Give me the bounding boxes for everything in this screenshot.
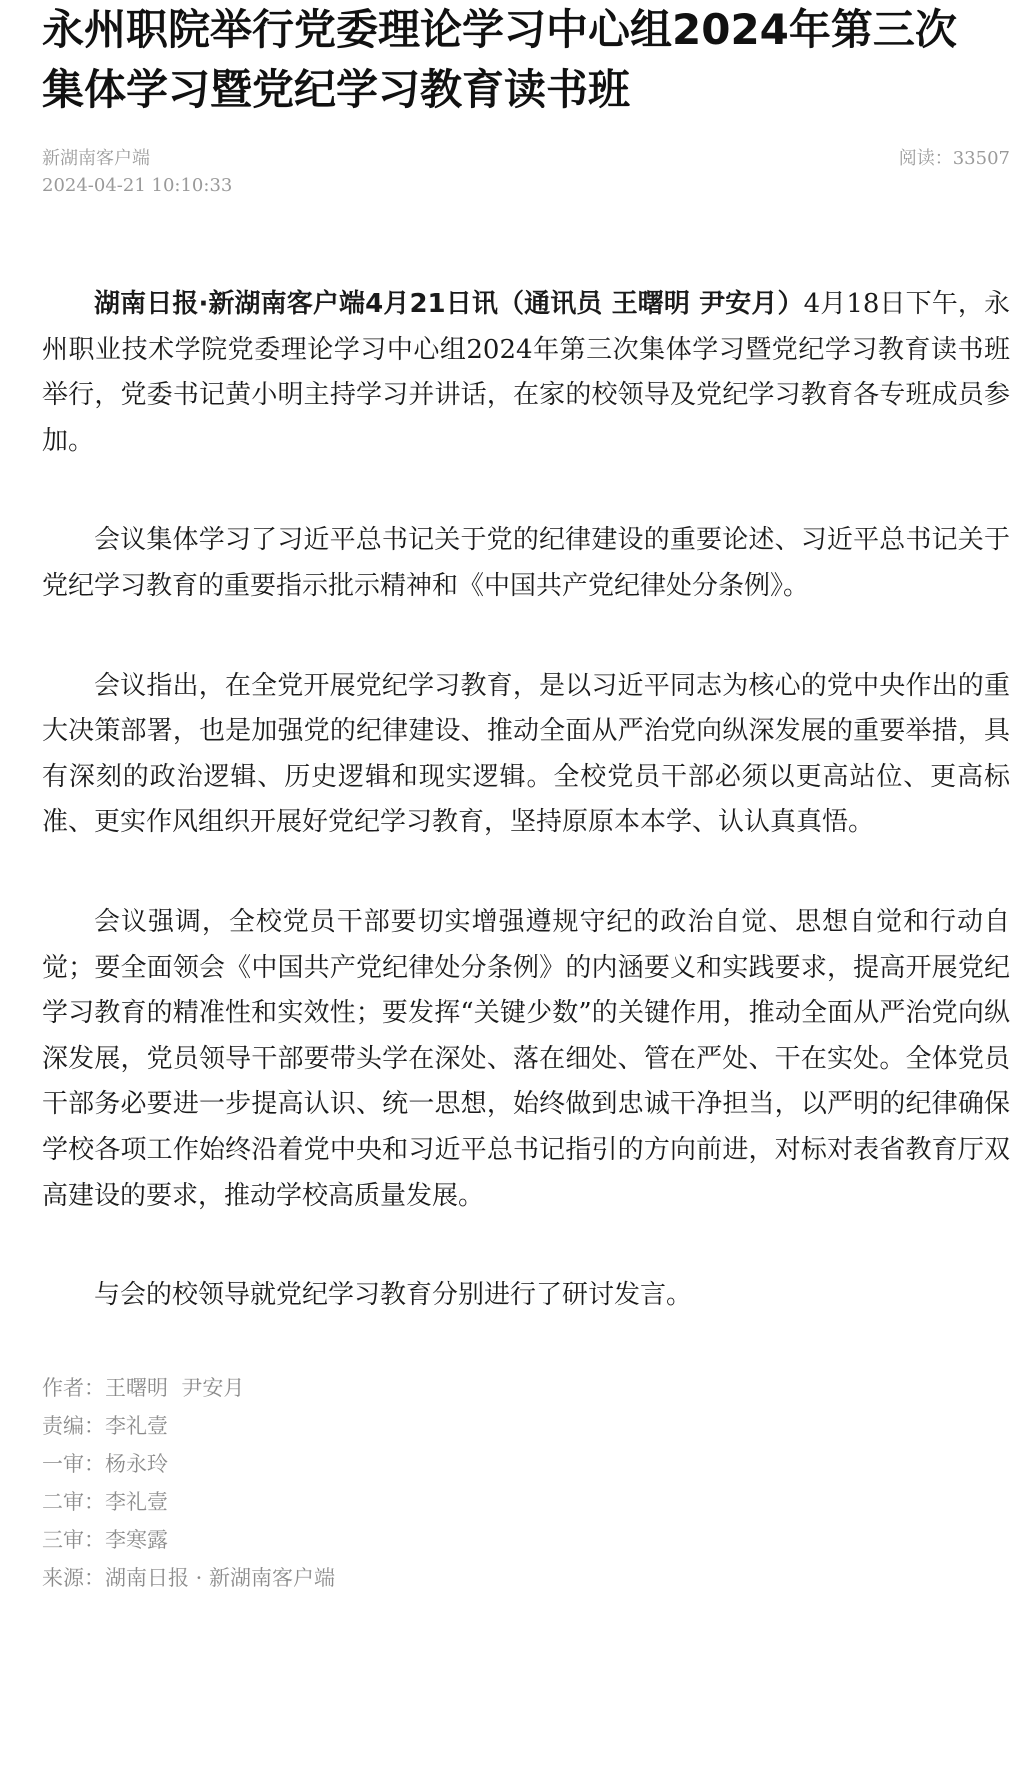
paragraph-2: 会议集体学习了习近平总书记关于党的纪律建设的重要论述、习近平总书记关于党纪学习教育的重要指示批示精神和《中国共产党纪律处分条例》。: [42, 525, 1010, 601]
article-page: [42, 0, 1010, 1597]
credit-review-2: 二审：李礼壹: [42, 1489, 168, 1514]
article-title: [42, 0, 1010, 120]
read-count: 阅读：33507: [898, 148, 1010, 169]
article-body: [42, 282, 1010, 1319]
credit-editor: 责编：李礼壹: [42, 1413, 168, 1438]
lead-text-1: 4月18日下午，永州职业技术学院党委理论学习中心组2024年第三次集体学习暨党纪学习教育读书班举行，党委书记黄小明: [42, 289, 1010, 411]
title-line-2: 集体学习暨党纪学习教育读书班: [42, 65, 631, 114]
article-meta: [42, 146, 1010, 196]
credit-author: 作者：王曙明 尹安月: [42, 1375, 245, 1400]
paragraph-5: 与会的校领导就党纪学习教育分别进行了研讨发言。: [94, 1280, 693, 1311]
lead-text-2: ，在家的校领导及党纪学习教育各专班成员参加。: [42, 380, 1010, 456]
dateline: 湖南日报·新湖南客户端4月21日讯（通讯员 王曙明 尹安月）: [94, 289, 804, 319]
paragraph-4: 会议强调，全校党员干部要切实增强遵规守纪的政治自觉、思想自觉和行动自觉；要全面领会《中国共产党纪律处分条例》的内涵要义和实践要求，提高开展党纪学习教育的精准性和实效性；要发挥“关键少数”的关键作用，推动全面从严治党向纵深发展，党员领导干部要带头学在深处、落在细处、管在严处、干在实处。全体党员干部务必要进一步提高认识、统一思想，始终做到忠诚干净担当，以严明的纪律确保学校各项工作始终沿着党中央和习近平总书记指引的方向前进，对标对表省教育厅双高建设的要求，推动学校高质量发展。: [42, 906, 1010, 1211]
credit-review-1: 一审：杨永玲: [42, 1451, 168, 1476]
credit-review-3: 三审：李寒露: [42, 1527, 168, 1552]
source-label: 新湖南客户端: [42, 148, 150, 169]
paragraph-3: 会议指出，在全党开展党纪学习教育，是以习近平同志为核心的党中央作出的重大决策部署，也是加强党的纪律建设、推动全面从严治党向纵深发展的重要举措，具有深刻的政治逻辑、历史逻辑和现实逻辑。全校党员干部必须以更高站位、更高标准、更实作风组织开展好党纪学习教育，坚持原原本本学、认认真真悟。: [42, 670, 1010, 838]
credit-source: 来源：湖南日报 · 新湖南客户端: [42, 1565, 336, 1590]
lead-paragraph: [42, 282, 1010, 464]
publish-time: 2024-04-21 10:10:33: [42, 175, 233, 196]
credits-block: [42, 1369, 1010, 1597]
lead-emphasis: 主持学习并讲话: [303, 380, 487, 411]
title-line-1: 永州职院举行党委理论学习中心组2024年第三次: [42, 5, 957, 54]
